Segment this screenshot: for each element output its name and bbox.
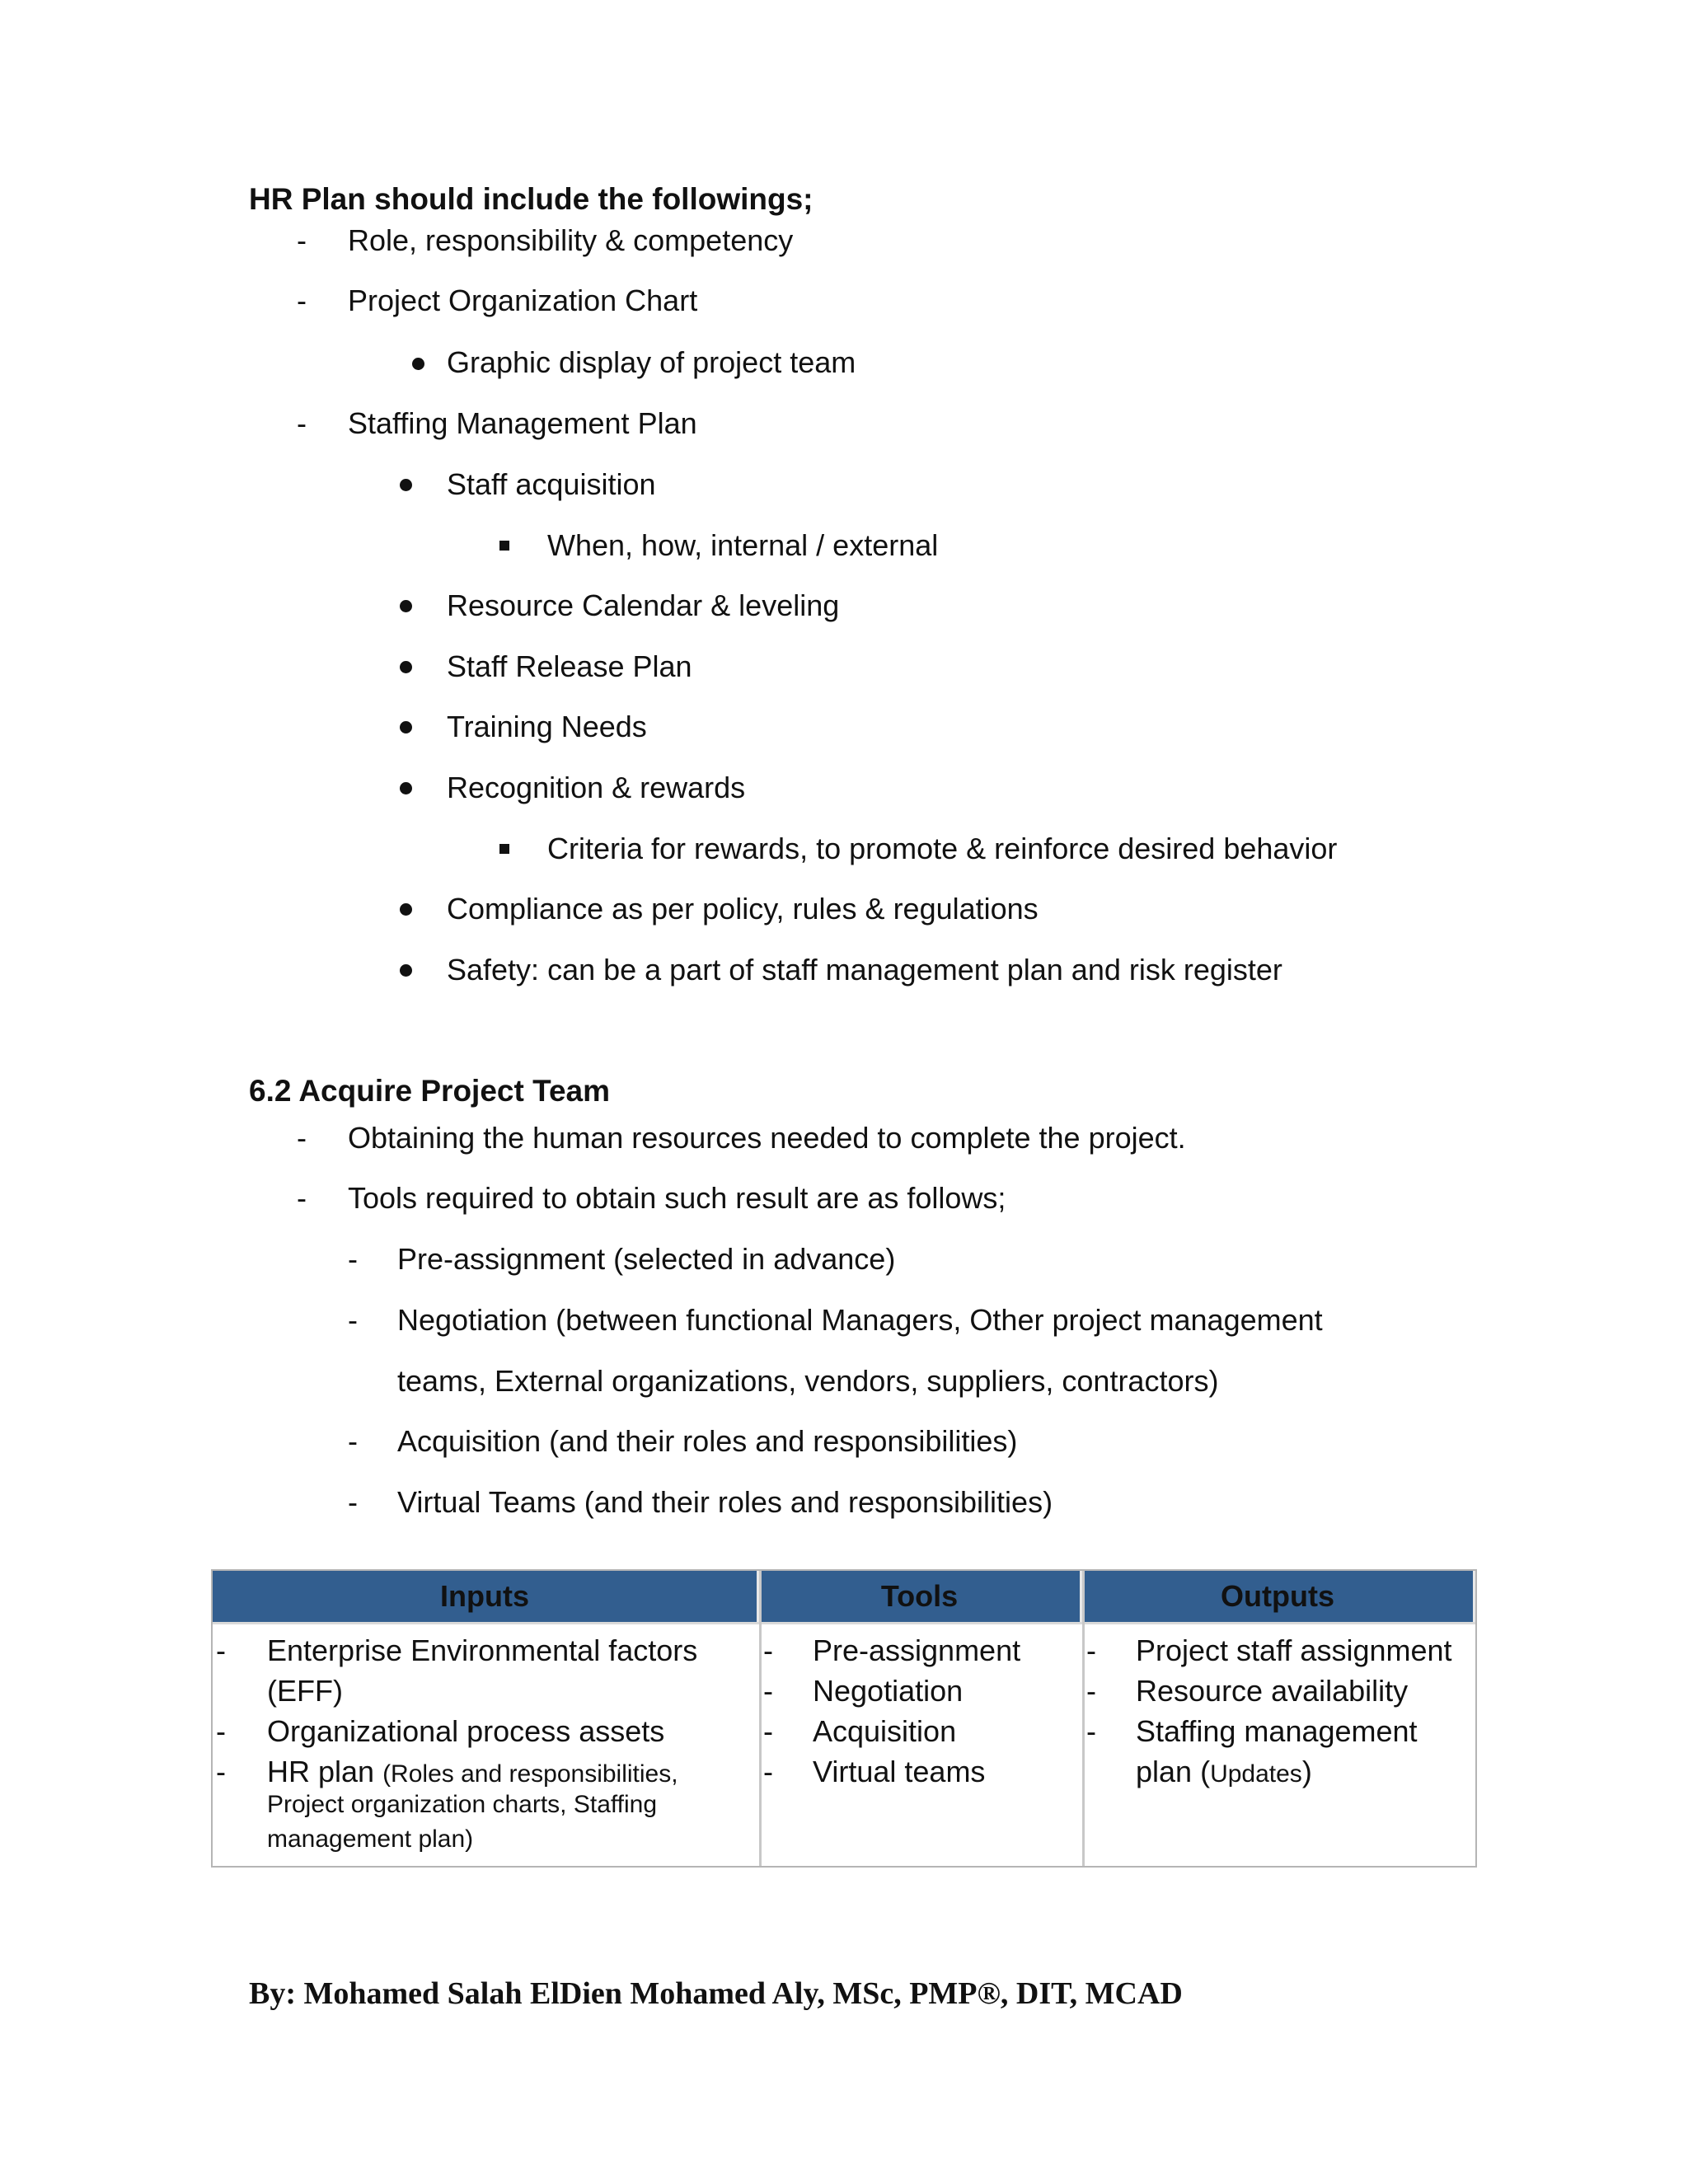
tool-acquisition: Acquisition (813, 1714, 957, 1748)
round-bullet (400, 964, 412, 977)
input-opa: Organizational process assets (267, 1714, 665, 1748)
tool-virtual-teams: Virtual teams (813, 1755, 986, 1788)
acquire-item-obtaining: Obtaining the human resources needed to complete the project. (348, 1121, 1186, 1155)
table-header-tools: Tools (759, 1571, 1082, 1622)
input-eef: Enterprise Environmental factors (267, 1633, 698, 1667)
cell-dash: - (216, 1633, 226, 1667)
staffing-recognition-detail: Criteria for rewards, to promote & reinforce desired behavior (547, 832, 1338, 865)
round-bullet (400, 903, 412, 916)
staffing-safety: Safety: can be a part of staff management plan and risk register (447, 953, 1282, 987)
dash-bullet: - (297, 284, 307, 317)
hr-plan-heading: HR Plan should include the followings; (249, 182, 814, 216)
hr-plan-item-role: Role, responsibility & competency (348, 223, 794, 257)
dash-bullet: - (348, 1242, 358, 1276)
hr-plan-graphic-display: Graphic display of project team (447, 345, 856, 379)
acquire-tool-acquisition: Acquisition (and their roles and responsibilities) (397, 1424, 1018, 1458)
dash-bullet: - (348, 1424, 358, 1458)
dash-bullet: - (297, 223, 307, 257)
acquire-tool-negotiation-cont: teams, External organizations, vendors, suppliers, contractors) (397, 1364, 1219, 1398)
cell-dash: - (1086, 1633, 1096, 1667)
staffing-recognition: Recognition & rewards (447, 771, 746, 804)
output-staffing-plan: Staffing management (1136, 1714, 1418, 1748)
cell-dash: - (763, 1755, 773, 1788)
table-header-divider (213, 1622, 1475, 1624)
output-staff-assignment: Project staff assignment (1136, 1633, 1452, 1667)
round-bullet (400, 661, 412, 673)
output-plan-main: plan ( (1136, 1755, 1211, 1788)
cell-dash: - (763, 1633, 773, 1667)
dash-bullet: - (297, 406, 307, 440)
input-hr-plan-detail-2: Project organization charts, Staffing (267, 1791, 658, 1818)
acquire-tool-preassignment: Pre-assignment (selected in advance) (397, 1242, 896, 1276)
input-hr-plan-detail: (Roles and responsibilities, (382, 1760, 678, 1788)
round-bullet (400, 721, 412, 733)
output-staffing-plan-cont (1136, 1751, 1312, 1794)
dash-bullet: - (297, 1121, 307, 1155)
round-bullet (400, 600, 412, 612)
output-plan-updates: Updates (1210, 1760, 1302, 1788)
round-bullet (400, 479, 412, 491)
staffing-release-plan: Staff Release Plan (447, 649, 692, 683)
round-bullet (412, 358, 424, 370)
dash-bullet: - (348, 1485, 358, 1519)
table-column-divider (759, 1571, 762, 1866)
input-eef-abbrev: (EFF) (267, 1674, 343, 1708)
tool-preassignment: Pre-assignment (813, 1633, 1021, 1667)
cell-dash: - (216, 1755, 226, 1788)
output-plan-close: ) (1301, 1755, 1312, 1788)
itto-table (211, 1569, 1477, 1868)
cell-dash: - (1086, 1714, 1096, 1748)
square-bullet (499, 541, 509, 551)
dash-bullet: - (297, 1181, 307, 1215)
staffing-training-needs: Training Needs (447, 710, 647, 743)
hr-plan-item-staffing: Staffing Management Plan (348, 406, 697, 440)
acquire-tool-virtual-teams: Virtual Teams (and their roles and responsibilities) (397, 1485, 1053, 1519)
table-header-inputs: Inputs (213, 1571, 759, 1622)
table-column-divider (1082, 1571, 1085, 1866)
staffing-resource-calendar: Resource Calendar & leveling (447, 588, 840, 622)
round-bullet (400, 782, 412, 794)
input-hr-plan-main: HR plan (267, 1755, 383, 1788)
dash-bullet: - (348, 1303, 358, 1337)
input-hr-plan-detail-3: management plan) (267, 1825, 474, 1853)
tool-negotiation: Negotiation (813, 1674, 964, 1708)
hr-plan-item-org-chart: Project Organization Chart (348, 284, 698, 317)
table-header-outputs: Outputs (1082, 1571, 1475, 1622)
staffing-acquisition-detail: When, how, internal / external (547, 528, 939, 562)
cell-dash: - (1086, 1674, 1096, 1708)
output-resource-availability: Resource availability (1136, 1674, 1409, 1708)
acquire-item-tools: Tools required to obtain such result are as follows; (348, 1181, 1006, 1215)
acquire-heading: 6.2 Acquire Project Team (249, 1074, 611, 1108)
author-footer: By: Mohamed Salah ElDien Mohamed Aly, MSc, PMP®, DIT, MCAD (249, 1976, 1183, 2011)
staffing-compliance: Compliance as per policy, rules & regulations (447, 892, 1039, 926)
cell-dash: - (763, 1714, 773, 1748)
square-bullet (499, 844, 509, 854)
cell-dash: - (763, 1674, 773, 1708)
acquire-tool-negotiation: Negotiation (between functional Managers, Other project management (397, 1303, 1323, 1337)
staffing-acquisition: Staff acquisition (447, 467, 656, 501)
cell-dash: - (216, 1714, 226, 1748)
